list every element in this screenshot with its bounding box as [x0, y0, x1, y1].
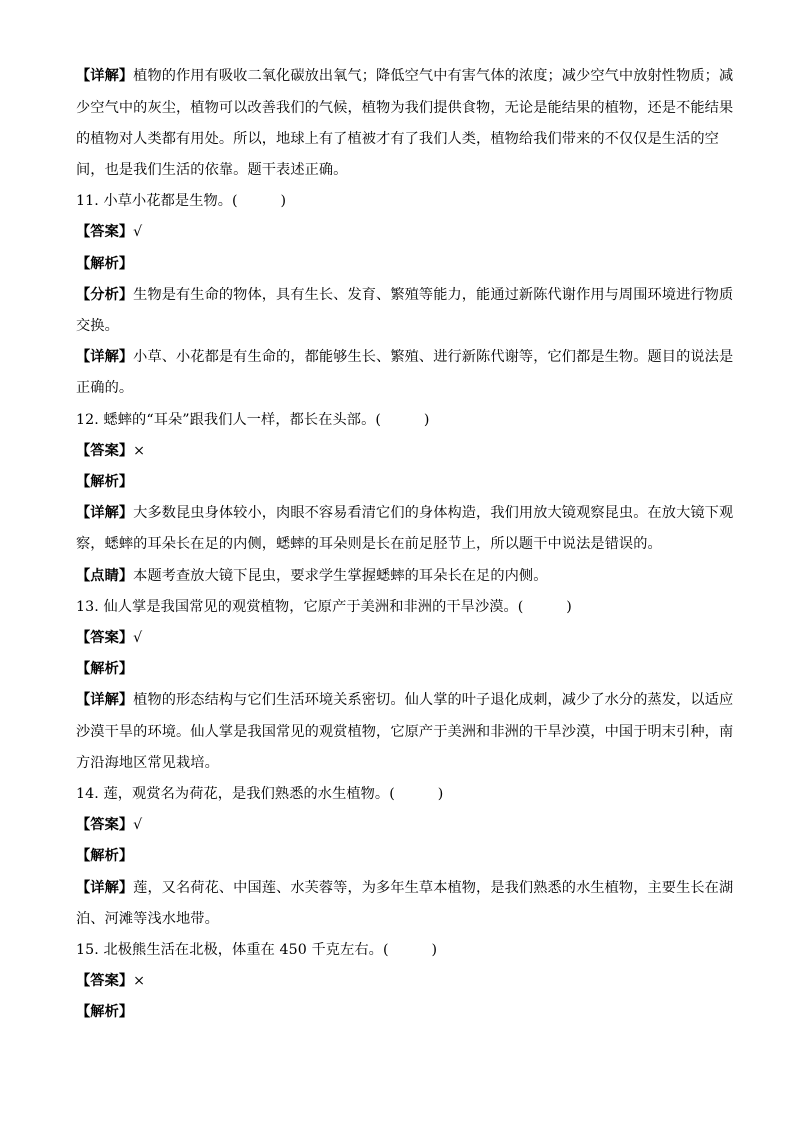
question-15: 15. 北极熊生活在北极，体重在 450 千克左右。( ): [76, 942, 438, 958]
detail-line: 间，也是我们生活的依靠。题干表述正确。: [76, 162, 348, 178]
detail-line: 方沿海地区常见栽培。: [76, 755, 219, 771]
analysis-tag: 【解析】: [76, 848, 134, 864]
dianjing-line: 【点睛】本题考查放大镜下昆虫，要求学生掌握蟋蟀的耳朵长在足的内侧。: [76, 568, 548, 584]
answer-line: [76, 222, 726, 242]
detail-tag: 【详解】: [76, 68, 134, 84]
detail-tag: 【详解】: [76, 880, 134, 896]
question-14: 14. 莲，观赏名为荷花，是我们熟悉的水生植物。( ): [76, 786, 444, 802]
question-13: 13. 仙人掌是我国常见的观赏植物，它原产于美洲和非洲的干旱沙漠。( ): [76, 599, 572, 615]
detail-text: 植物的作用有吸收二氧化碳放出氧气；降低空气中有害气体的浓度；减少空气中放射性物质；减: [133, 68, 734, 84]
answer-value: ×: [133, 973, 146, 989]
detail-line: 【详解】大多数昆虫身体较小，肉眼不容易看清它们的身体构造，我们用放大镜观察昆虫。在放大镜下观: [76, 505, 734, 521]
answer-tag: 【答案】: [76, 224, 134, 240]
answer-value: √: [133, 224, 143, 240]
detail-tag: 【详解】: [76, 505, 134, 521]
answer-value: √: [133, 630, 143, 646]
answer-value: ×: [133, 443, 146, 459]
fenxi-line: 【分析】生物是有生命的物体，具有生长、发育、繁殖等能力，能通过新陈代谢作用与周围环境进行物质: [76, 287, 734, 303]
detail-line: 的植物对人类都有用处。所以，地球上有了植被才有了我们人类，植物给我们带来的不仅仅是生活的空: [76, 131, 719, 147]
analysis-tag: 【解析】: [76, 256, 134, 272]
analysis-tag: 【解析】: [76, 1004, 134, 1020]
detail-line: 察，蟋蟀的耳朵长在足的内侧，蟋蟀的耳朵则是长在前足胫节上，所以题干中说法是错误的。: [76, 536, 662, 552]
analysis-tag: 【解析】: [76, 474, 134, 490]
detail-line: 正确的。: [76, 380, 134, 396]
detail-line: 少空气中的灰尘，植物可以改善我们的气候，植物为我们提供食物，无论是能结果的植物，还是不能结果: [76, 100, 734, 116]
detail-tag: 【详解】: [76, 349, 134, 365]
answer-tag: 【答案】: [76, 973, 134, 989]
dianjing-tag: 【点睛】: [76, 568, 134, 584]
answer-tag: 【答案】: [76, 630, 134, 646]
fenxi-tag: 【分析】: [76, 287, 134, 303]
detail-line: 泊、河滩等浅水地带。: [76, 911, 219, 927]
detail-line: 【详解】植物的形态结构与它们生活环境关系密切。仙人掌的叶子退化成刺，减少了水分的蒸发，以适应: [76, 692, 734, 708]
detail-line: 沙漠干旱的环境。仙人掌是我国常见的观赏植物，它原产于美洲和非洲的干旱沙漠，中国于明末引种，南: [76, 724, 734, 740]
fenxi-line: 交换。: [76, 318, 119, 334]
analysis-tag: 【解析】: [76, 661, 134, 677]
answer-line: [76, 441, 726, 461]
detail-line: 【详解】小草、小花都是有生命的，都能够生长、繁殖、进行新陈代谢等，它们都是生物。题目的说法是: [76, 349, 734, 365]
question-12: 12. 蟋蟀的“耳朵”跟我们人一样，都长在头部。( ): [76, 412, 430, 428]
answer-tag: 【答案】: [76, 443, 134, 459]
answer-tag: 【答案】: [76, 817, 134, 833]
answer-value: √: [133, 817, 143, 833]
answer-line: [76, 628, 726, 648]
answer-line: [76, 971, 726, 991]
answer-line: [76, 815, 726, 835]
question-11: 11. 小草小花都是生物。( ): [76, 193, 287, 209]
detail-tag: 【详解】: [76, 692, 134, 708]
detail-line: [76, 66, 734, 86]
detail-line: 【详解】莲，又名荷花、中国莲、水芙蓉等，为多年生草本植物，是我们熟悉的水生植物，主要生长在湖: [76, 880, 734, 896]
